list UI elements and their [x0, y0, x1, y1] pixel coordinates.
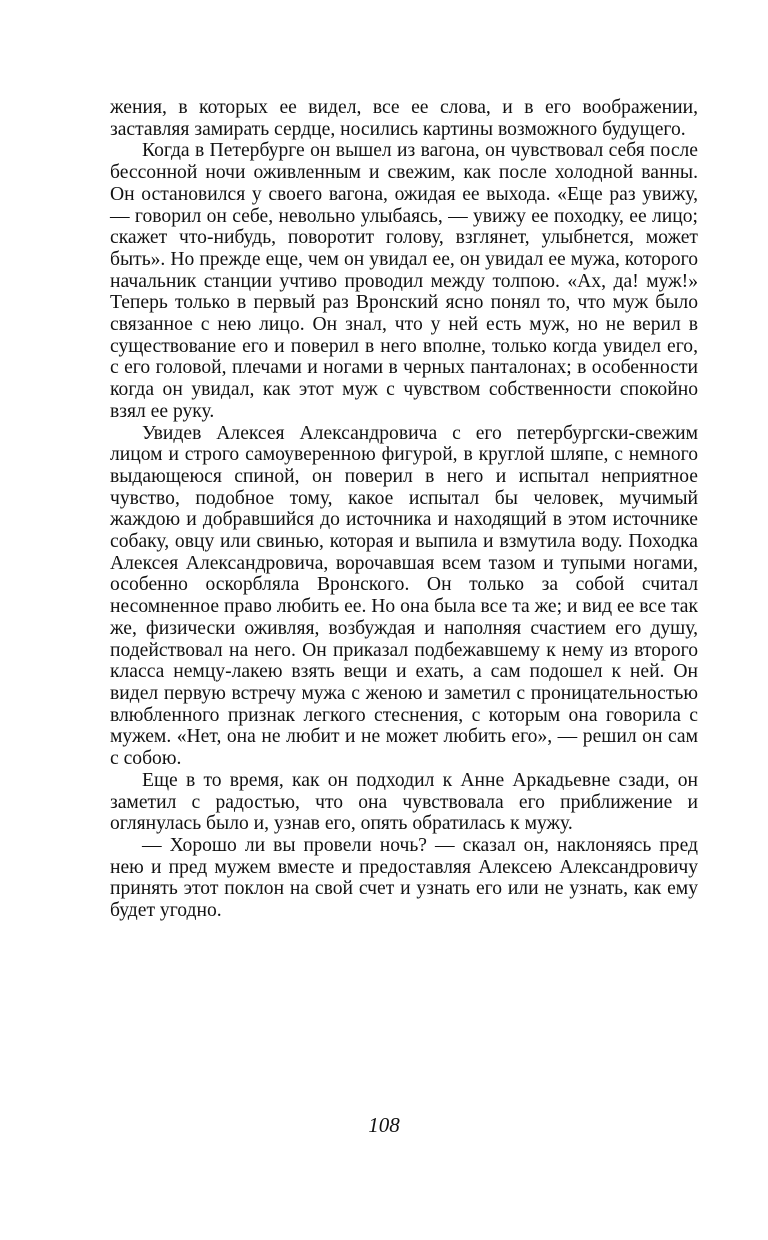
paragraph-3: Увидев Алексея Александровича с его петербургски-свежим лицом и строго самоуверенною фигурой, в круглой шляпе, с немного выдающеюся спиной, он поверил в него и испытал неприятное чувство, подобное тому, какое испытал бы человек, мучимый жаждою и добравшийся до источника и находящий в этом источнике собаку, овцу или свинью, которая и выпила и взмутила воду. Походка Алексея Александровича, ворочавшая всем тазом и тупыми ногами, особенно оскорбляла Вронского. Он только за собой считал несомненное право любить ее. Но она была все та же; и вид ее все так же, физически оживляя, возбуждая и наполняя счастием его душу, подействовал на него. Он приказал подбежавшему к нему из второго класса немцу-лакею взять вещи и ехать, а сам подошел к ней. Он видел первую встречу мужа с женою и заметил с проницательностью влюбленного признак легкого стеснения, с которым она говорила с мужем. «Нет, она не любит и не может любить его», — решил он сам с собою. — [110, 422, 698, 770]
paragraph-1: жения, в которых ее видел, все ее слова, и в его воображении, заставляя замирать сердце, носились картины возможного будущего. — [110, 97, 698, 140]
page-body — [110, 97, 698, 922]
page-number: 108 — [368, 1113, 400, 1137]
paragraph-2: Когда в Петербурге он вышел из вагона, он чувствовал себя после бессонной ночи оживленным и свежим, как после холодной ванны. Он остановился у своего вагона, ожидая ее выхода. «Еще раз увижу, — говорил он себе, невольно улыбаясь, — увижу ее походку, ее лицо; скажет что-нибудь, поворотит голову, взглянет, улыбнется, может быть». Но прежде еще, чем он увидал ее, он увидал ее мужа, которого начальник станции учтиво проводил между толпою. «Ах, да! муж!» Теперь только в первый раз Вронский ясно понял то, что муж было связанное с нею лицо. Он знал, что у ней есть муж, но не верил в существование его и поверил в него вполне, только когда увидел его, с его головой, плечами и ногами в черных панталонах; в особенности когда он увидал, как этот муж с чувством собственности спокойно взял ее руку. — [110, 140, 698, 422]
paragraph-5: — Хорошо ли вы провели ночь? — сказал он, наклоняясь пред нею и пред мужем вместе и предоставляя Алексею Александровичу принять этот поклон на свой счет и узнать его или не узнать, как ему будет угодно. — [110, 834, 698, 922]
paragraph-4: Еще в то время, как он подходил к Анне Аркадьевне сзади, он заметил с радостью, что она чувствовала его приближение и оглянулась было и, узнав его, опять обратилась к мужу. — [110, 769, 698, 835]
